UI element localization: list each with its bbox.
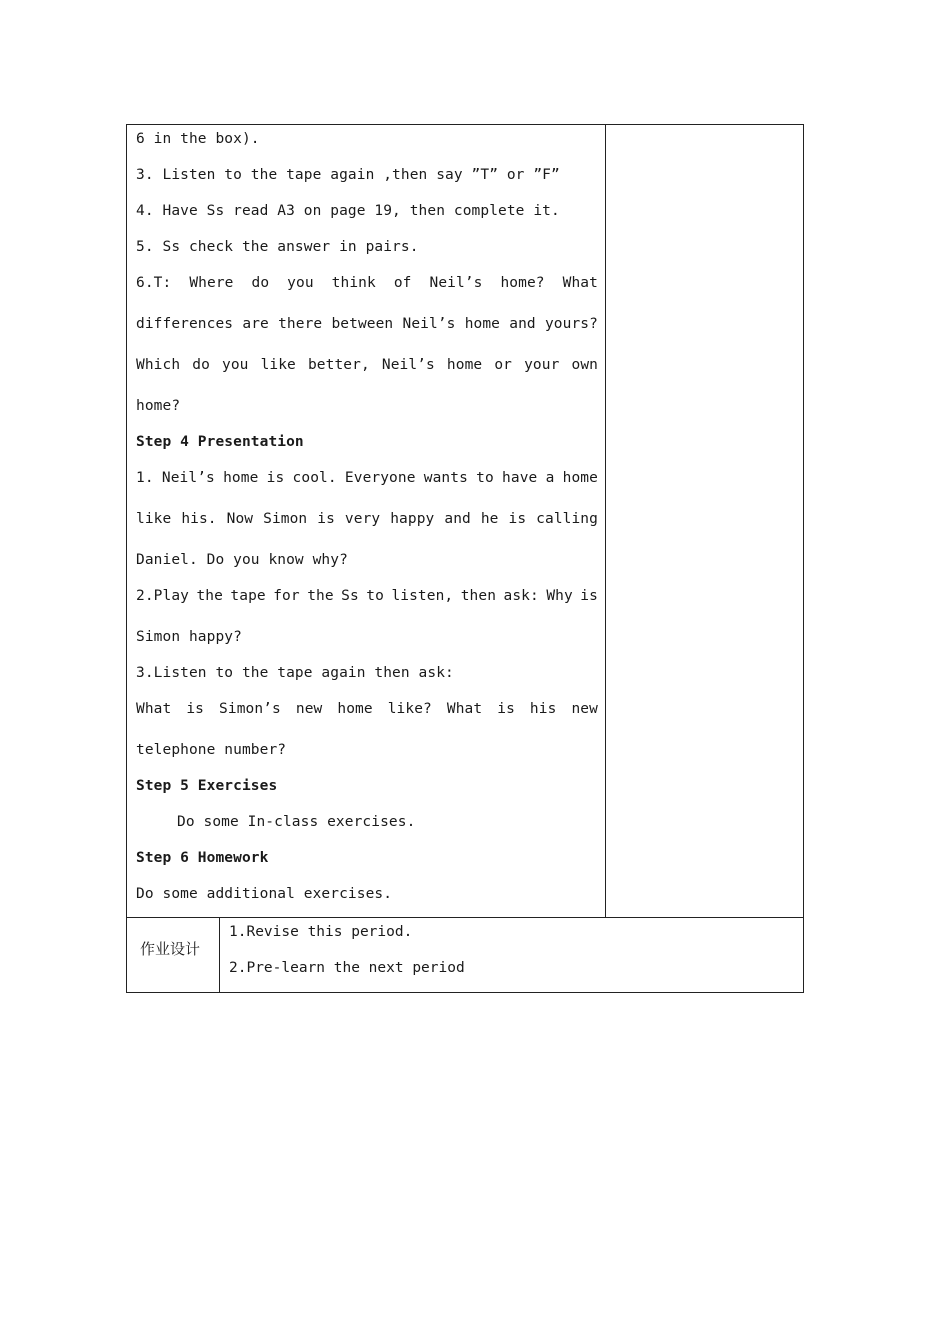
homework-label-cell	[127, 918, 220, 992]
notes-cell	[606, 125, 803, 917]
step-5-heading: Step 5 Exercises	[136, 778, 278, 794]
procedure-line: Do some In-class exercises.	[177, 814, 416, 830]
procedure-line: 2.Play the tape for the Ss to listen, then ask: Why is	[136, 588, 598, 604]
procedure-line: What is Simon’s new home like? What is his new	[136, 701, 598, 717]
procedure-line: like his. Now Simon is very happy and he is calling	[136, 511, 598, 527]
homework-item: 2.Pre-learn the next period	[229, 960, 465, 976]
procedure-line: Which do you like better, Neil’s home or your own	[136, 357, 598, 373]
procedure-line: Do some additional exercises.	[136, 886, 393, 902]
procedure-line: 1. Neil’s home is cool. Everyone wants to have a home	[136, 470, 598, 486]
homework-item: 1.Revise this period.	[229, 924, 413, 940]
procedure-line: 4. Have Ss read A3 on page 19, then complete it.	[136, 203, 560, 219]
homework-label: 作业设计	[140, 940, 201, 958]
procedure-line: 3.Listen to the tape again then ask:	[136, 665, 454, 681]
procedure-line: telephone number?	[136, 742, 287, 758]
lesson-plan-table	[126, 124, 804, 918]
procedure-line: 6 in the box).	[136, 131, 260, 147]
procedure-line: differences are there between Neil’s home and yours?	[136, 316, 598, 332]
procedure-line: 3. Listen to the tape again ,then say ”T” or ”F”	[136, 167, 560, 183]
procedure-line: home?	[136, 398, 181, 414]
homework-content-cell	[220, 918, 803, 992]
teaching-procedure-cell	[127, 125, 606, 917]
step-4-heading: Step 4 Presentation	[136, 434, 304, 450]
procedure-line: Simon happy?	[136, 629, 242, 645]
procedure-line: 6.T: Where do you think of Neil’s home? What	[136, 275, 598, 291]
procedure-line: Daniel. Do you know why?	[136, 552, 348, 568]
step-6-heading: Step 6 Homework	[136, 850, 269, 866]
procedure-line: 5. Ss check the answer in pairs.	[136, 239, 419, 255]
homework-table	[126, 917, 804, 993]
